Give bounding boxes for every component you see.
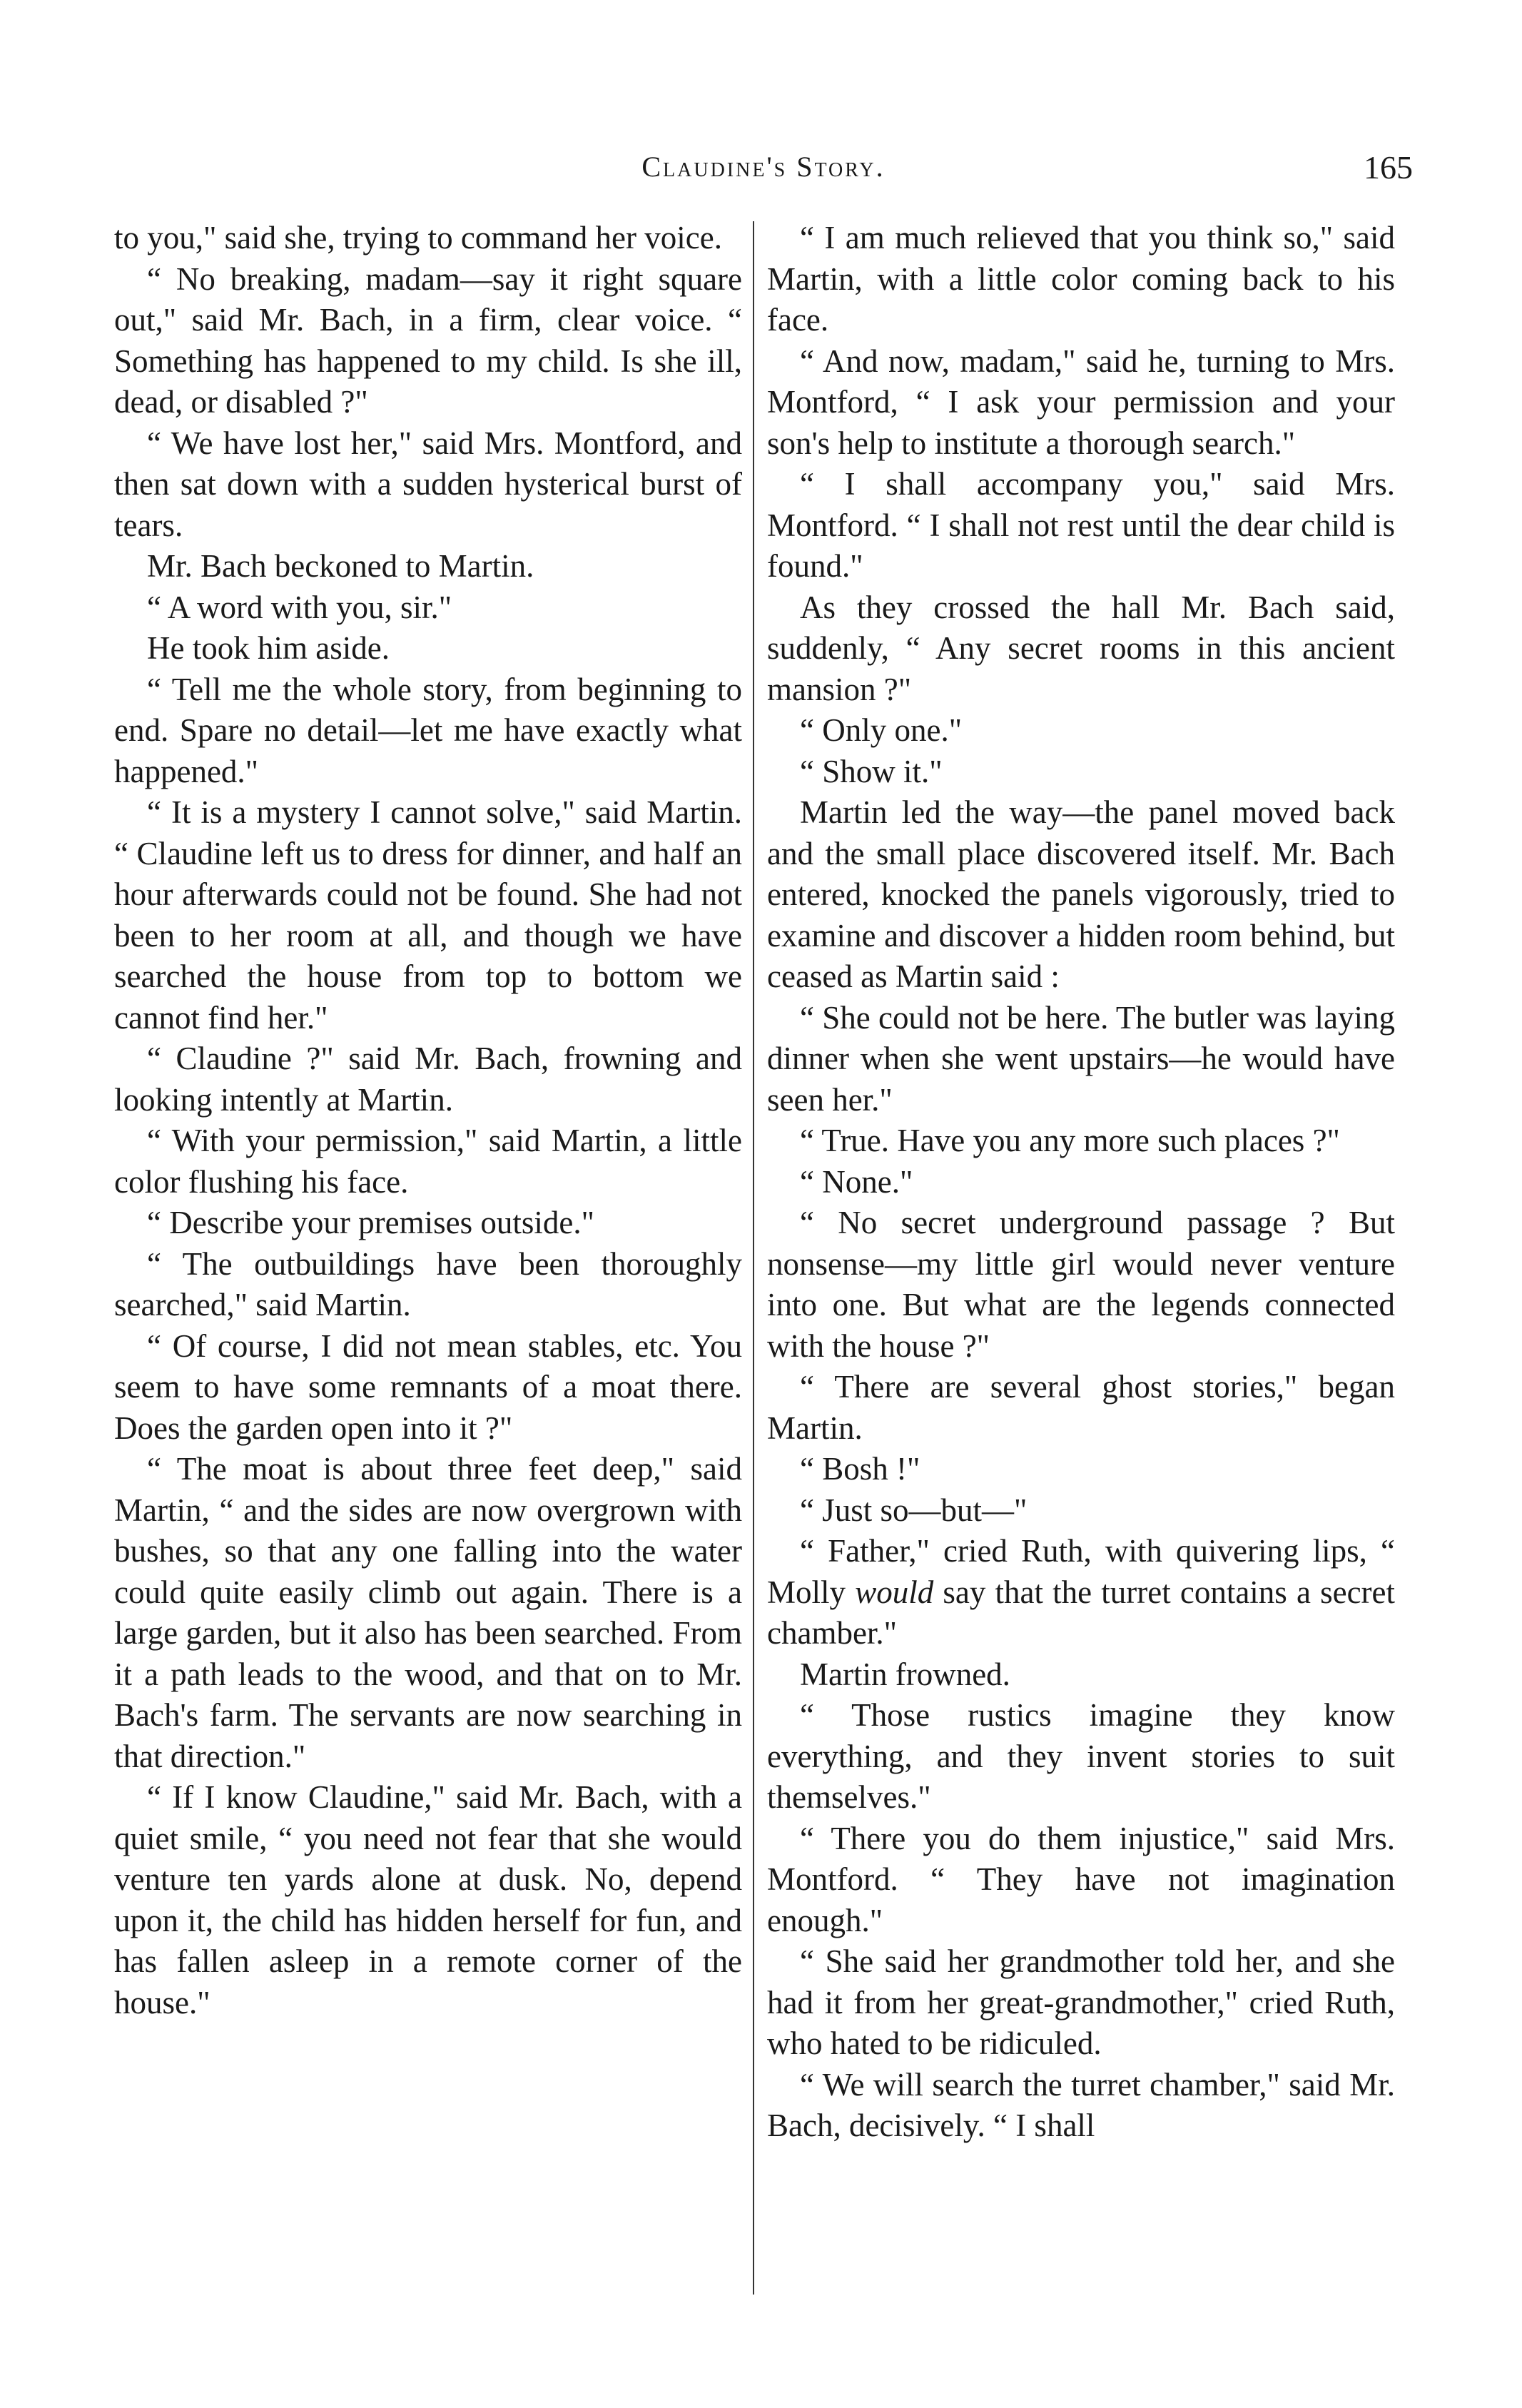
paragraph: “ Those rustics imagine they know everything, and they invent stories to suit themselves." xyxy=(767,1697,1395,1815)
paragraph: “ Only one." xyxy=(800,712,963,748)
paragraph-text: “ Father," cried Ruth, with quivering lips, “ Molly xyxy=(767,1533,1395,1610)
paragraph: He took him aside. xyxy=(147,630,390,666)
paragraph: “ The moat is about three feet deep," said Martin, “ and the sides are now overgrown with bushes, so that any one falling into the water could quite easily climb out again. There is a large garden, but it also has been searched. From it a path leads to the wood, and that on to Mr. Bach's farm. The servants are now searching in that direction." xyxy=(114,1451,742,1774)
paragraph: “ Claudine ?" said Mr. Bach, frowning and looking intently at Martin. xyxy=(114,1041,742,1118)
paragraph: to you," said she, trying to command her voice. xyxy=(114,220,722,256)
paragraph: “ I am much relieved that you think so," said Martin, with a little color coming back to his face. xyxy=(767,220,1395,338)
page-number: 165 xyxy=(1364,149,1413,186)
paragraph: “ If I know Claudine," said Mr. Bach, with a quiet smile, “ you need not fear that she would venture ten yards alone at dusk. No, depend upon it, the child has hidden herself for fun, and has fallen asleep in a remote corner of the house." xyxy=(114,1779,742,2020)
paragraph: “ She could not be here. The butler was laying dinner when she went upstairs—he would have seen her." xyxy=(767,999,1395,1118)
page-header xyxy=(114,150,1413,193)
paragraph: “ She said her grandmother told her, and she had it from her great-grandmother," cried Ruth, who hated to be ridiculed. xyxy=(767,1943,1395,2061)
paragraph: “ Describe your premises outside." xyxy=(147,1205,594,1240)
paragraph: “ None." xyxy=(800,1163,913,1200)
paragraph: “ It is a mystery I cannot solve," said Martin. “ Claudine left us to dress for dinner, and half an hour afterwards could not be found. She had not been to her room at all, and though we have searched the house from top to bottom we cannot find her." xyxy=(114,794,742,1036)
paragraph: “ And now, madam," said he, turning to Mrs. Montford, “ I ask your permission and your son's help to institute a thorough search." xyxy=(767,343,1395,461)
left-column xyxy=(114,218,742,2023)
paragraph: “ Tell me the whole story, from beginning to end. Spare no detail—let me have exactly what happened." xyxy=(114,671,742,789)
emphasis-text: would xyxy=(855,1574,934,1610)
paragraph: Martin led the way—the panel moved back and the small place discovered itself. Mr. Bach entered, knocked the panels vigorously, tried to examine and discover a hidden room behind, but ceased as Martin said : xyxy=(767,794,1395,994)
paragraph xyxy=(767,1531,1395,1654)
paragraph: “ Show it." xyxy=(800,753,943,789)
paragraph: Martin frowned. xyxy=(800,1656,1010,1692)
paragraph: “ Bosh !" xyxy=(800,1451,920,1487)
right-column xyxy=(767,218,1395,2147)
column-divider xyxy=(753,221,754,2295)
paragraph: “ No breaking, madam—say it right square out," said Mr. Bach, in a firm, clear voice. “ Something has happened to my child. Is she ill, dead, or disabled ?" xyxy=(114,260,742,420)
paragraph: “ I shall accompany you," said Mrs. Montford. “ I shall not rest until the dear child is found." xyxy=(767,466,1395,584)
paragraph: “ We have lost her," said Mrs. Montford, and then sat down with a sudden hysterical burst of tears. xyxy=(114,425,742,543)
paragraph-text: say that the turret contains a secret chamber." xyxy=(767,1574,1396,1651)
paragraph: “ Just so—but—" xyxy=(800,1492,1028,1528)
paragraph: “ The outbuildings have been thoroughly searched," said Martin. xyxy=(114,1245,742,1322)
paragraph: “ We will search the turret chamber," said Mr. Bach, decisively. “ I shall xyxy=(767,2066,1395,2143)
paragraph: “ There you do them injustice," said Mrs. Montford. “ They have not imagination enough." xyxy=(767,1820,1395,1938)
paragraph: As they crossed the hall Mr. Bach said, suddenly, “ Any secret rooms in this ancient mansion ?" xyxy=(767,589,1395,707)
paragraph: “ No secret underground passage ? But nonsense—my little girl would never venture into one. But what are the legends connected with the house ?" xyxy=(767,1205,1395,1364)
paragraph: “ A word with you, sir." xyxy=(147,589,452,625)
paragraph: Mr. Bach beckoned to Martin. xyxy=(147,548,534,584)
paragraph: “ True. Have you any more such places ?" xyxy=(800,1123,1340,1158)
paragraph: “ There are several ghost stories," began Martin. xyxy=(767,1369,1395,1446)
running-title: Claudine's Story. xyxy=(641,151,886,183)
paragraph: “ With your permission," said Martin, a little color flushing his face. xyxy=(114,1123,742,1200)
paragraph: “ Of course, I did not mean stables, etc. You seem to have some remnants of a moat there. Does the garden open into it ?" xyxy=(114,1327,742,1446)
